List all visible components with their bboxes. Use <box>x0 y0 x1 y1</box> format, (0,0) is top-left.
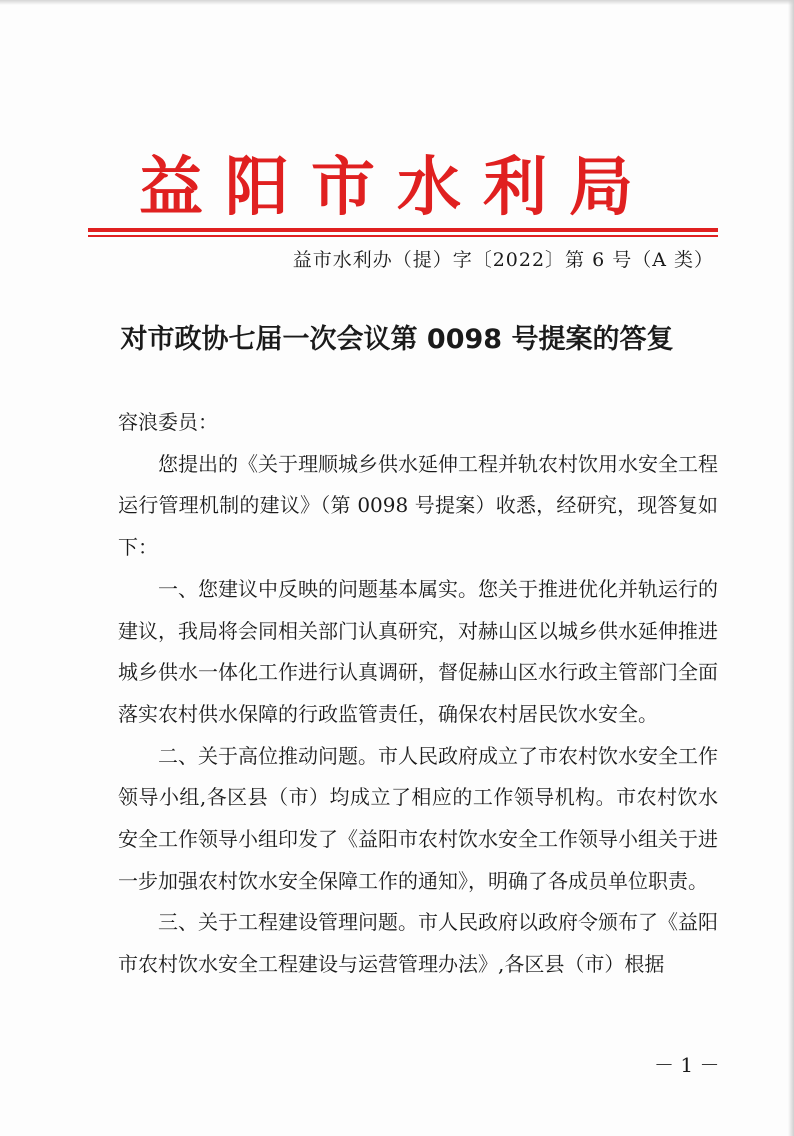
salutation: 容浪委员： <box>118 410 218 434</box>
page-number: － 1 － <box>654 1053 720 1077</box>
body-paragraph-2: 一、您建议中反映的问题基本属实。您关于推进优化并轨运行的建议，我局将会同相关部门认真研究，对赫山区以城乡供水延伸推进城乡供水一体化工作进行认真调研，督促赫山区水行政主管部门全面落实农村供水保障的行政监管责任，确保农村居民饮水安全。 <box>118 576 718 726</box>
document-number: 益市水利办（提）字〔2022〕第 6 号（A 类） <box>292 249 714 271</box>
body-paragraph-1: 您提出的《关于理顺城乡供水延伸工程并轨农村饮用水安全工程运行管理机制的建议》（第 0098 号提案）收悉，经研究，现答复如下： <box>118 451 718 560</box>
scan-shadow-right <box>788 0 794 1136</box>
red-header-rule-thin <box>88 235 718 237</box>
document-body <box>118 402 718 986</box>
body-paragraph-3: 二、关于高位推动问题。市人民政府成立了市农村饮水安全工作领导小组,各区县（市）均成立了相应的工作领导机构。市农村饮水安全工作领导小组印发了《益阳市农村饮水安全工作领导小组关于进一步加强农村饮水安全保障工作的通知》，明确了各成员单位职责。 <box>118 743 718 893</box>
body-paragraph-4: 三、关于工程建设管理问题。市人民政府以政府令颁布了《益阳市农村饮水安全工程建设与运营管理办法》,各区县（市）根据 <box>118 910 718 977</box>
issuing-organization-title: 益阳市水利局 <box>139 151 655 225</box>
document-title: 对市政协七届一次会议第 0098 号提案的答复 <box>120 324 674 355</box>
red-header-rule-thick <box>88 228 718 232</box>
scan-shadow-top <box>0 0 794 5</box>
